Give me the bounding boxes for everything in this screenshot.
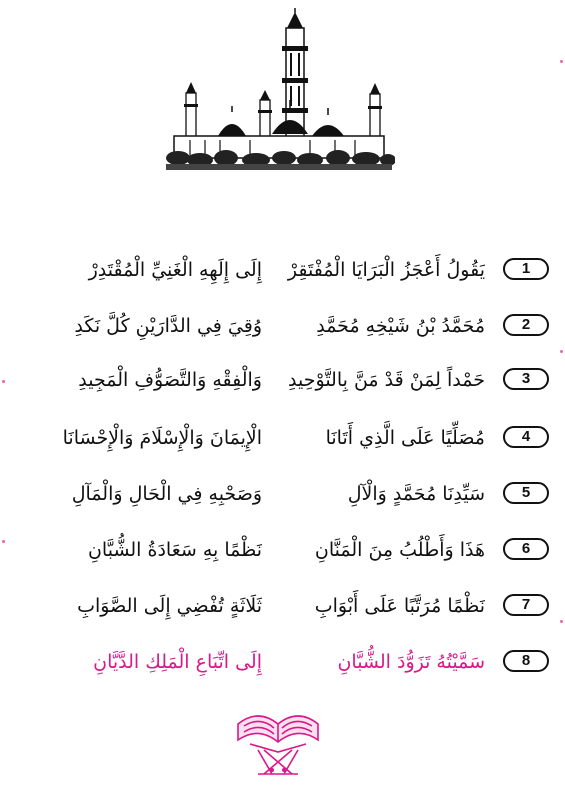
verse-number-badge: 6	[503, 538, 549, 560]
verse-number-badge: 4	[503, 426, 549, 448]
decor-dot	[560, 60, 563, 63]
verse-second-hemistich: وُقِيَ فِي الدَّارَيْنِ كُلَّ نَكَدِ	[74, 315, 262, 337]
verse-number-badge: 5	[503, 482, 549, 504]
mosque-illustration	[160, 8, 395, 178]
decor-dot	[560, 350, 563, 353]
verse-first-hemistich: مُحَمَّدُ بْنُ شَيْخِهِ مُحَمَّدِ	[316, 315, 485, 337]
verse-second-hemistich: وَصَحْبِهِ فِي الْحَالِ وَالْمَآلِ	[71, 483, 262, 505]
verse-number-badge: 7	[503, 594, 549, 616]
verse-first-hemistich: يَقُولُ أَعْجَزُ الْبَرَايَا الْمُفْتَقِرْ	[287, 259, 485, 281]
verse-row	[0, 306, 565, 346]
verse-second-hemistich: إِلَى إِلَهِهِ الْغَنِيِّ الْمُقْتَدِرْ	[88, 259, 262, 281]
verse-first-hemistich: سَمَّيْتُهُ تَزَوُّدَ الشُّبَّانِ	[337, 651, 485, 673]
verse-first-hemistich: مُصَلِّيًا عَلَى الَّذِي أَتَانَا	[325, 427, 485, 449]
verse-number-badge: 2	[503, 314, 549, 336]
verse-number-badge: 3	[503, 368, 549, 390]
verse-first-hemistich: حَمْداً لِمَنْ قَدْ مَنَّ بِالتَّوْحِيدِ	[288, 369, 485, 391]
verse-row-highlighted	[0, 642, 565, 682]
decor-dot	[560, 620, 563, 623]
quran-on-stand-icon	[228, 694, 328, 780]
verse-second-hemistich: نَظْمًا بِهِ سَعَادَةُ الشُّبَّانِ	[87, 539, 262, 561]
verse-number-badge: 1	[503, 258, 549, 280]
verse-second-hemistich: ثَلَاثَةٍ تُفْضِي إِلَى الصَّوَابِ	[77, 595, 262, 617]
verse-second-hemistich: الْإِيمَانَ وَالْإِسْلَامَ وَالْإِحْسَانَا	[62, 427, 262, 449]
verse-first-hemistich: سَيِّدِنَا مُحَمَّدٍ وَالْآلِ	[347, 483, 485, 505]
verse-number-badge: 8	[503, 650, 549, 672]
verse-first-hemistich: هَذَا وَأَطْلُبُ مِنَ الْمَنَّانِ	[314, 539, 485, 561]
verse-row	[0, 418, 565, 458]
verse-row	[0, 530, 565, 570]
verse-second-hemistich: إِلَى اتِّبَاعِ الْمَلِكِ الدَّيَّانِ	[93, 651, 262, 673]
verse-row	[0, 474, 565, 514]
verse-first-hemistich: نَظْمًا مُرَتَّبًا عَلَى أَبْوَابِ	[314, 595, 485, 617]
decor-dot	[2, 540, 5, 543]
verse-second-hemistich: وَالْفِقْهِ وَالتَّصَوُّفِ الْمَجِيدِ	[78, 369, 262, 391]
verse-row	[0, 586, 565, 626]
decor-dot	[2, 380, 5, 383]
verse-row	[0, 360, 565, 400]
verse-row	[0, 250, 565, 290]
